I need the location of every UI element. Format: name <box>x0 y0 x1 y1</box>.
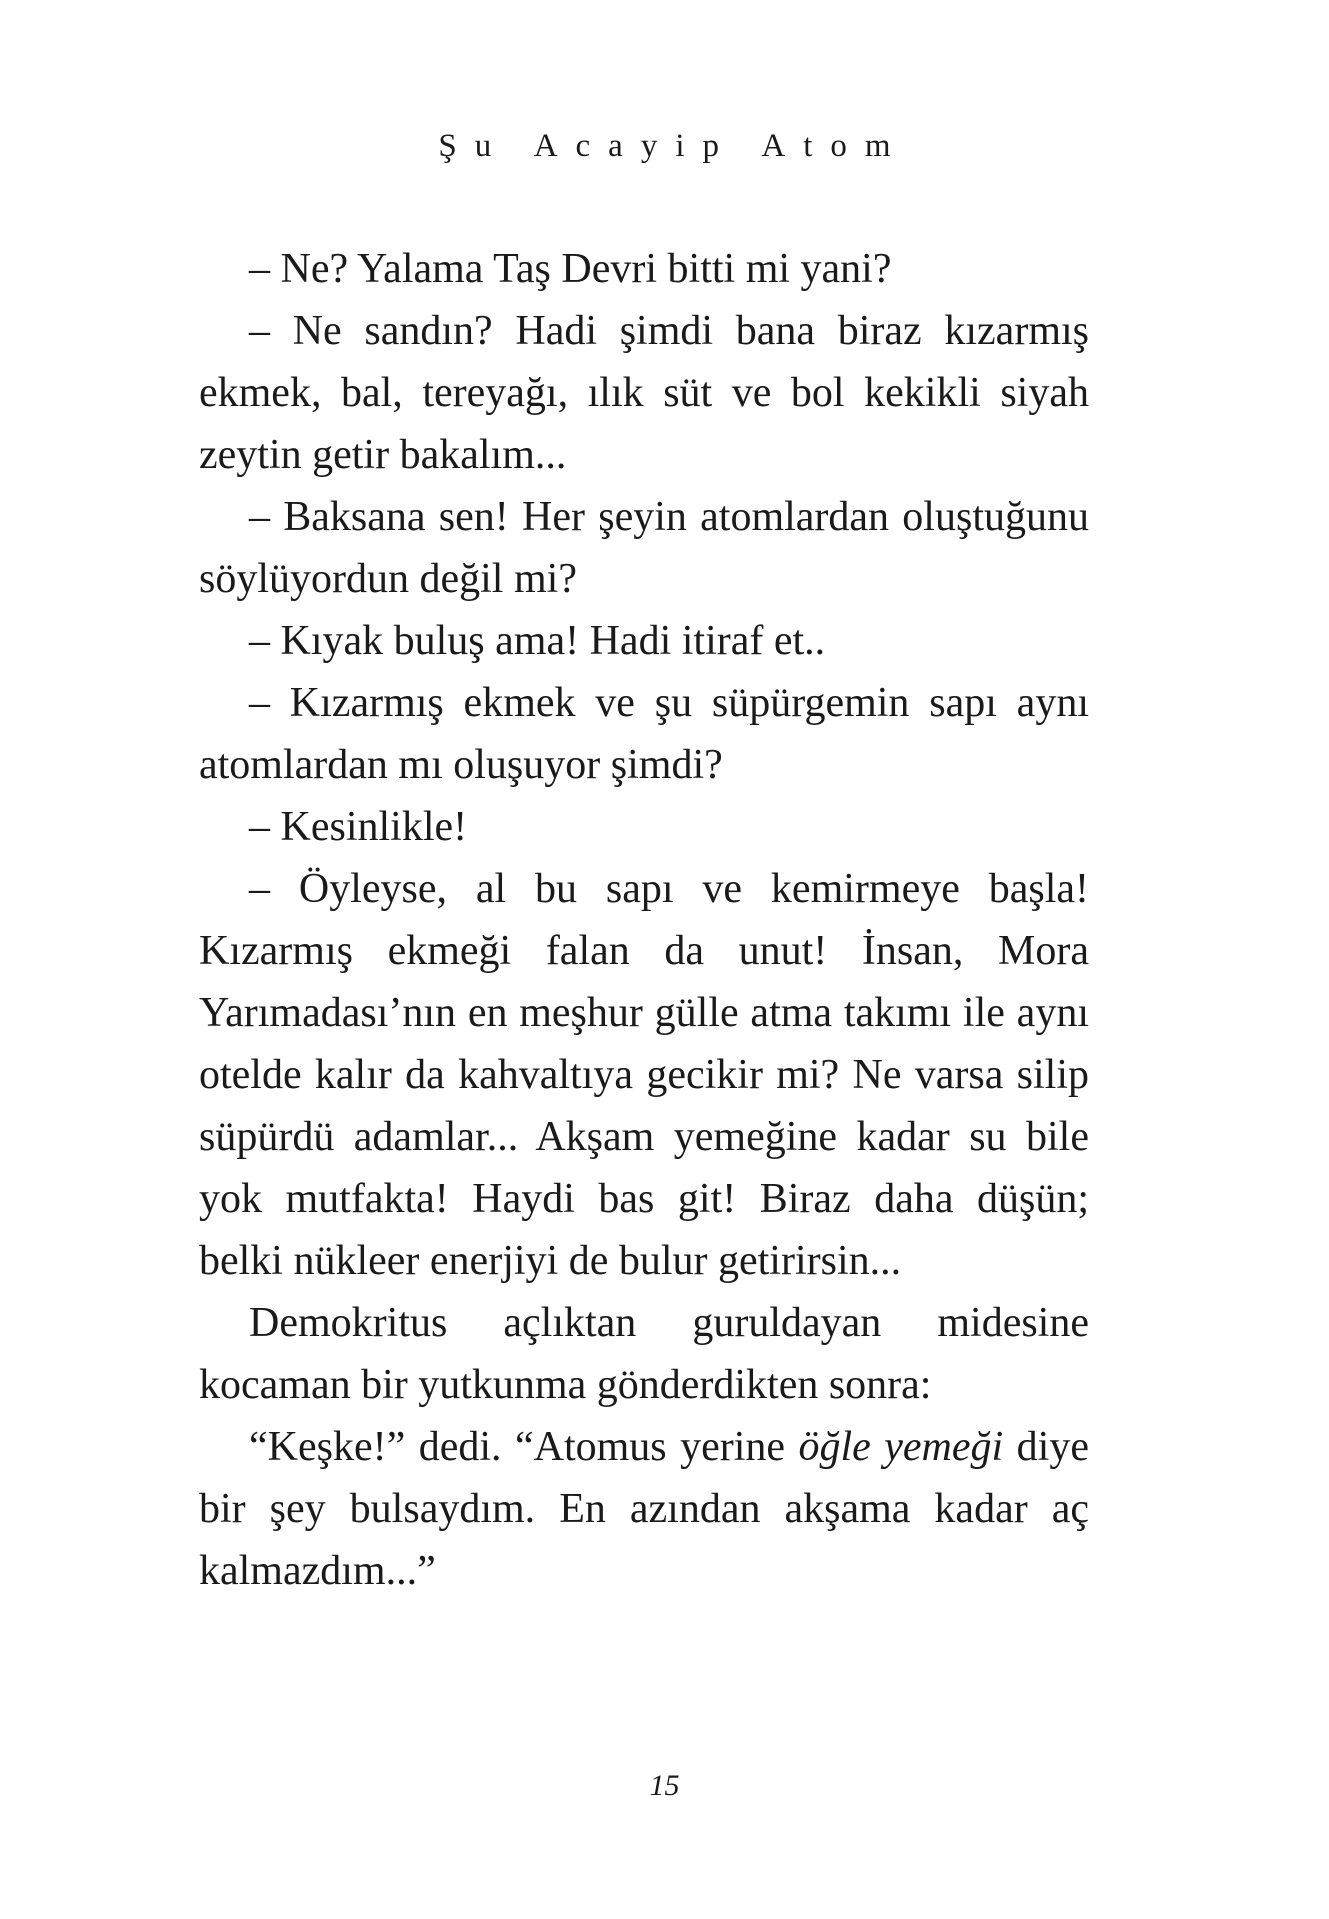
body-text <box>199 238 1089 1602</box>
paragraph: – Ne? Yalama Taş Devri bitti mi yani? <box>249 246 892 292</box>
page-number: 15 <box>649 1769 680 1802</box>
paragraph: – Kızarmış ekmek ve şu süpürgemin sapı aynı atomlardan mı oluşuyor şimdi? <box>199 680 1089 788</box>
quote-end: diye bir şey bulsaydım. En azından akşama kadar aç kalmazdım...” <box>199 1424 1089 1594</box>
paragraph: – Öyleyse, al bu sapı ve kemirmeye başla! Kızarmış ekmeği falan da unut! İnsan, Mora Yarımadası’nın en meşhur gülle atma takımı ile aynı otelde kalır da kahvaltıya gecikir mi? Ne varsa silip süpürdü adamlar... Akşam yemeğine kadar su bile yok mutfakta! Haydi bas git! Biraz daha düşün; belki nükleer enerjiyi de bulur getirirsin... <box>199 866 1089 1284</box>
paragraph: – Baksana sen! Her şeyin atomlardan oluştuğunu söylüyordun değil mi? <box>199 494 1089 602</box>
paragraph-final <box>199 1416 1089 1602</box>
paragraph: – Kesinlikle! <box>249 804 468 850</box>
quote-start: “Keşke!” dedi. “Atomus yerine <box>249 1424 799 1470</box>
italic-phrase: öğle yemeği <box>798 1424 1004 1470</box>
paragraph: – Ne sandın? Hadi şimdi bana biraz kızarmış ekmek, bal, tereyağı, ılık süt ve bol kekikli siyah zeytin getir bakalım... <box>199 308 1089 478</box>
paragraph: Demokritus açlıktan guruldayan midesine kocaman bir yutkunma gönderdikten sonra: <box>199 1300 1089 1408</box>
paragraph: – Kıyak buluş ama! Hadi itiraf et.. <box>249 618 826 664</box>
running-title: Şu Acayip Atom <box>438 128 909 164</box>
